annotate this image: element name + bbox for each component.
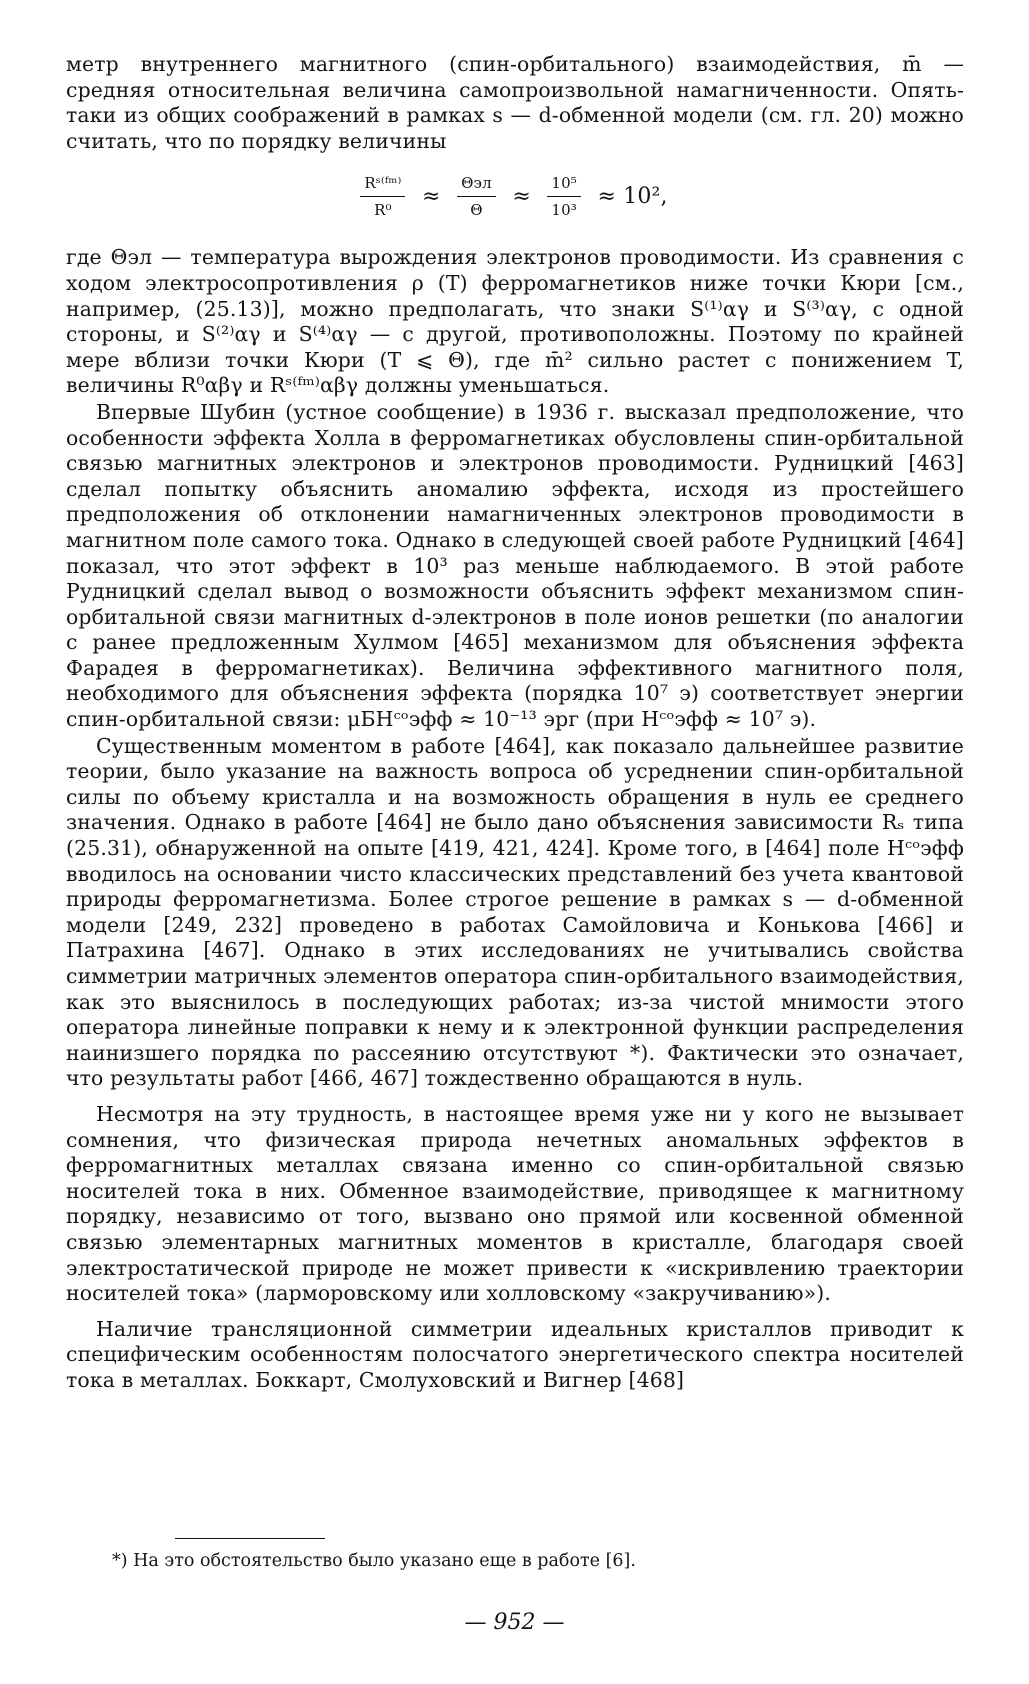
approx-sign: ≈: [512, 183, 531, 209]
fraction-r-ratio: [360, 172, 405, 221]
paragraph-2: где Θэл — температура вырождения электронов проводимости. Из сравнения с ходом электросопротивления ρ (T) ферромагнетиков ниже точки Кюри [см., например, (25.13)], можно предполагать, что знаки S⁽¹⁾αγ и S⁽³⁾αγ, с одной стороны, и S⁽²⁾αγ и S⁽⁴⁾αγ — с другой, противоположны. Поэтому по крайней мере вблизи точки Кюри (T ⩽ Θ), где m̄² сильно растет с понижением T, величины R⁰αβγ и Rˢ⁽ᶠᵐ⁾αβγ должны уменьшаться.: [66, 245, 964, 398]
page-number: — 952 —: [464, 1610, 565, 1635]
paragraph-3: Впервые Шубин (устное сообщение) в 1936 г. высказал предположение, что особенности эффекта Холла в ферромагнетиках обусловлены спин-орбитальной связью магнитных электронов и электронов проводимости. Рудницкий [463] сделал попытку объяснить аномалию эффекта, исходя из простейшего предположения об отклонении намагниченных электронов проводимости в магнитном поле самого тока. Однако в следующей своей работе Рудницкий [464] показал, что этот эффект в 10³ раз меньше наблюдаемого. В этой работе Рудницкий сделал вывод о возможности объяснить эффект механизмом спин-орбитальной связи магнитных d-электронов в поле ионов решетки (по аналогии с ранее предложенным Хулмом [465] механизмом для объяснения эффекта Фарадея в ферромагнетиках). Величина эффективного магнитного поля, необходимого для объяснения эффекта (порядка 10⁷ э) соответствует энергии спин-орбитальной связи: μБHᶜᵒэфф ≈ 10⁻¹³ эрг (при Hᶜᵒэфф ≈ 10⁷ э).: [66, 399, 964, 732]
fraction-numerator: Rˢ⁽ᶠᵐ⁾: [360, 172, 405, 197]
fraction-denominator: 10³: [551, 201, 577, 220]
fraction-theta-ratio: [457, 172, 496, 221]
display-formula: [66, 172, 964, 221]
formula-result: ≈ 10²,: [597, 183, 668, 209]
footnote-divider: [175, 1538, 325, 1539]
approx-sign: ≈: [422, 183, 441, 209]
paragraph-5: Несмотря на эту трудность, в настоящее время уже ни у кого не вызывает сомнения, что физическая природа нечетных аномальных эффектов в ферромагнитных металлах связана именно со спин-орбитальной связью носителей тока в них. Обменное взаимодействие, приводящее к магнитному порядку, независимо от того, вызвано оно прямой или косвенной обменной связью элементарных магнитных моментов в кристалле, благодаря своей электростатической природе не может привести к «искривлению траектории носителей тока» (ларморовскому или холловскому «закручиванию»).: [66, 1101, 964, 1306]
paragraph-4: Существенным моментом в работе [464], как показало дальнейшее развитие теории, было указание на важность вопроса об усреднении спин-орбитальной силы по объему кристалла и на возможность обращения в нуль ее среднего значения. Однако в работе [464] не было дано объяснения зависимости Rₛ типа (25.31), обнаруженной на опыте [419, 421, 424]. Кроме того, в [464] поле Hᶜᵒэфф вводилось на основании чисто классических представлений без учета квантовой природы ферромагнетизма. Более строгое решение в рамках s — d-обменной модели [249, 232] проведено в работах Самойловича и Конькова [466] и Патрахина [467]. Однако в этих исследованиях не учитывались свойства симметрии матричных элементов оператора спин-орбитального взаимодействия, как это выяснилось в последующих работах; из-за чистой мнимости этого оператора линейные поправки к нему и к электронной функции распределения наинизшего порядка по рассеянию отсутствуют *). Фактически это означает, что результаты работ [466, 467] тождественно обращаются в нуль.: [66, 733, 964, 1091]
paragraph-1: метр внутреннего магнитного (спин-орбитального) взаимодействия, m̄ — средняя относительная величина самопроизвольной намагниченности. Опять-таки из общих соображений в рамках s — d-обменной модели (см. гл. 20) можно считать, что по порядку величины: [66, 52, 964, 153]
fraction-numerator: 10⁵: [547, 172, 581, 197]
fraction-denominator: Θ: [470, 201, 483, 220]
fraction-numerator: Θэл: [457, 172, 496, 197]
fraction-power-ratio: [547, 172, 581, 221]
body-text: [66, 52, 964, 1394]
footnote: *) На это обстоятельство было указано еще в работе [6].: [112, 1551, 636, 1571]
fraction-denominator: R⁰: [374, 201, 392, 220]
paragraph-6: Наличие трансляционной симметрии идеальных кристаллов приводит к специфическим особенностям полосчатого энергетического спектра носителей тока в металлах. Боккарт, Смолуховский и Вигнер [468]: [66, 1316, 964, 1392]
